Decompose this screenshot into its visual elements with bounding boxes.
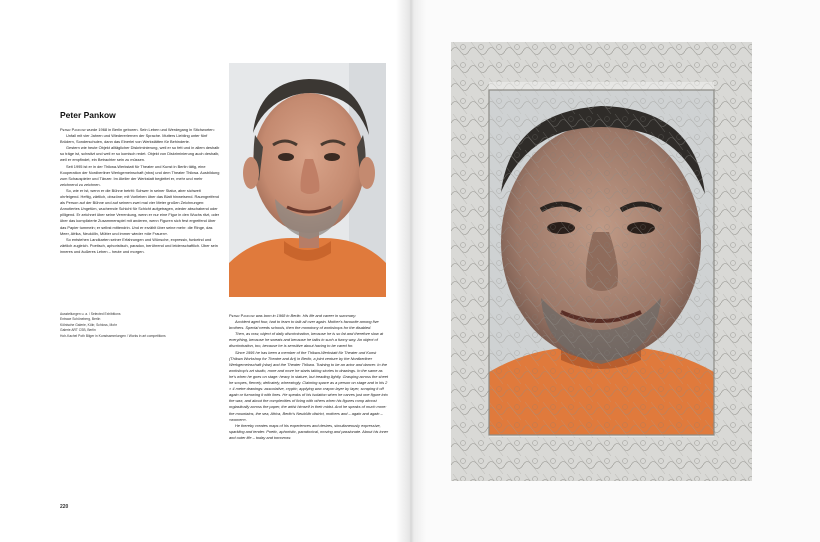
page-title: Peter Pankow <box>60 110 116 120</box>
bio-en-paragraph: Accident aged four, had to learn to talk all over again. Mother's favourite among five brothers. Special needs schools, then the monotony of workshops for the disabled. <box>229 319 379 331</box>
book-gutter-shadow <box>396 0 426 542</box>
bio-en-lead: Peter Pankow <box>229 313 255 318</box>
bio-english <box>229 313 389 441</box>
page-number: 220 <box>60 504 69 510</box>
bio-de-paragraph: Seit 1995 ist er in der Thikwa-Werkstatt für Theater und Kunst in Berlin tätig, eine Kooperation der Nordberliner Werkgemeinschaft (nbw) und dem Theater Thikwa. Ausbildung zum Schauspieler und Tänzer. Im Atelier der Werkstatt begleitet er, mehr und mehr zeichnend zu zeichnen. <box>60 163 220 187</box>
bio-en-paragraph: was born in 1968 in Berlin. His life and career in summary: <box>255 313 357 318</box>
bio-de-lead: Peter Pankow <box>60 127 86 132</box>
bio-de-paragraph: Unfall mit vier Jahren und Wiedererlernen der Sprache. Mutters Liebling unter fünf Brüdern, Sonderschulen, dann das Einerlei von Werkstätten für Behinderte. <box>60 133 208 145</box>
credit-line: Galerie ART CSB, Berlin <box>60 328 96 333</box>
bio-de-paragraph: So entstehen Landkarten seiner Erfahrungen und Wünsche, expressiv, funkelnd und zärtlich zugleich. Poetisch, aphoristisch, paradox, berührend und leidenschaftlich. Über sein inneres und äußeres Leben – heute und morgen. <box>60 236 218 254</box>
bio-german <box>60 127 220 255</box>
portrait-photo-icon <box>229 63 386 297</box>
artwork-image <box>451 42 752 481</box>
credit-line: Hoh-Kachel Poth Bilger in Kunstsammlungen / Works in art competitions <box>60 333 166 338</box>
credit-line: Kölnische Galerie, Köln; Schloss, Mohr <box>60 322 117 327</box>
portrait-artwork-icon <box>451 42 752 481</box>
credit-line: Entrace Schöneberg, Berlin <box>60 317 101 322</box>
bio-de-paragraph: So, wie er ist, wenn er die Bühne betritt: Schwer in seiner Statur, aber sichweit ohrfeigend. Heftig, zärtlich, obszöne; mit Vorlieben über das Blatt hinweisend. Raumgreifend als Person auf der Bühne und auf seinem zwei mal vier Meter großen Zeichnungen: Annotiertes Ungetüm, wuchernde Schicht für Schicht aufgetragen, wieder abschabend oder pilligend. Er zeichnet über seine Verrenkung, wenn er nur eine Figur in den Wuchs ritzt, oder über das komplizierte Zusammenspiel mit anderen, wenn Figuren sich fest ergreifend über das Papier tummeln; er selbst mittendrin. Und er erzählt über seine mehr: die Ringe, das Meer, Afrika, Neukölln, Mütter und immer wieder »die Frauen«. <box>60 187 220 236</box>
bio-de-paragraph: wurde 1968 in Berlin geboren. Sein Leben und Werdegang in Stichworten: <box>86 127 215 132</box>
artist-photo <box>229 63 386 297</box>
credit-line: Ausstellungen u. a. / Selected Exhibitions <box>60 312 121 316</box>
exhibition-credits <box>60 312 210 339</box>
bio-de-paragraph: Gestern wie heute Objekt alltäglicher Diskriminierung, weil er so fett und in allem deshalb so träge ist, schwitzt und weil er so komisch redet. Objekt von Diskriminierung auch deshalb, weil er empfindet, ein Betrachter sein zu müssen. <box>60 145 220 163</box>
bio-en-paragraph: Then, as now, object of daily discrimination, because he is so fat and therefore slow at everything, because he sweats and because he talks in such a funny way. An object of discrimination, too, because he is sensitive about having to be cared for. <box>229 331 384 349</box>
bio-en-paragraph: Since 1995 he has been a member of the Thikwa-Werkstatt für Theater und Kunst (Thikwa Workshop for Theatre and Art) in Berlin, a joint venture by the Nordberliner Werkgemeinschaft (nbw) and the Theater Thikwa. Training to be an actor and dancer. In the workshop's art studio, more and more he starts taking stories to drawings. In the same as he's when he goes on stage: heavy in stature, but treading lightly. Grasping across the sheet he scopes, fiercely, delicately, wheezingly. Claiming space as a person on stage and in his 2 × 4 metre drawings: associative, cryptic; applying wax crayon layer by layer, scraping it off again or furrowing it with lines. He speaks of his isolation when he carves just one figure into the wax, and about the complexities of living with others when his figures romp almost orgiastically across the paper, the artist himself in their midst. And he speaks of much more: the mountains, the sea, Africa, Berlin's Neukölln district, mothers and – again and again – »women«. <box>229 349 388 422</box>
bio-en-paragraph: He thereby creates maps of his experiences and desires, simultaneously expressive, sparkling and tender. Poetic, aphoristic, paradoxical, moving and passionate. About his inner and outer life – today and tomorrow. <box>229 422 389 440</box>
